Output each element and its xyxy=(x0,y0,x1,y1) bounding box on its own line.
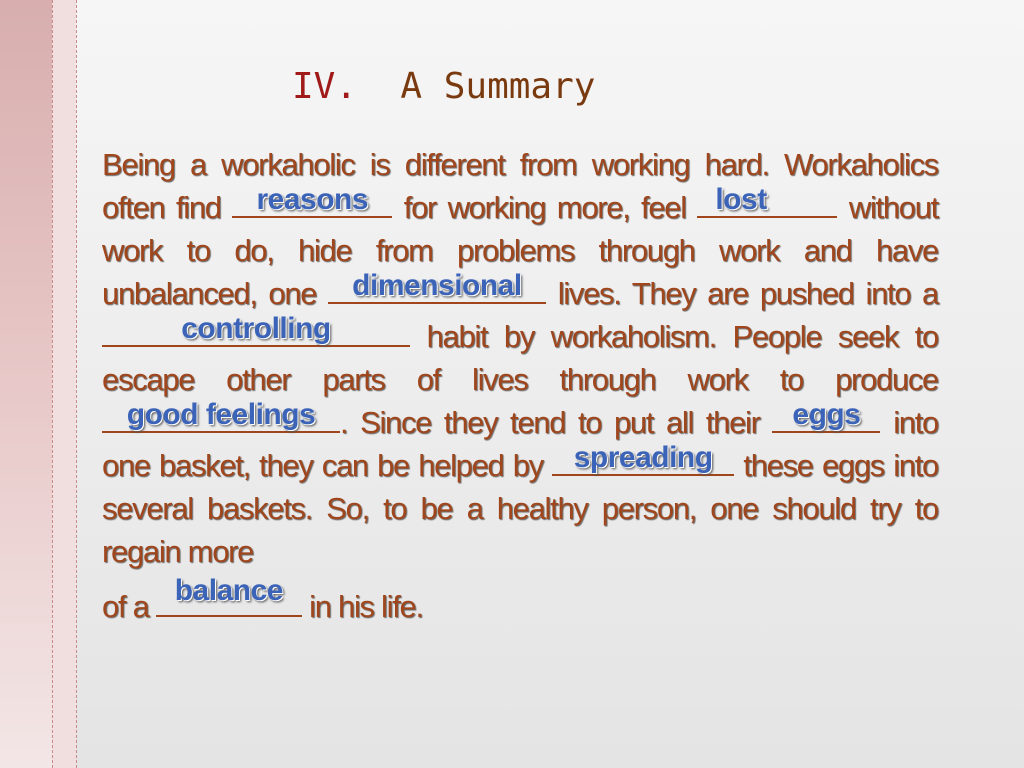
summary-text: in his life. xyxy=(309,589,423,624)
summary-paragraph xyxy=(102,143,938,573)
blank-spreading xyxy=(552,441,734,476)
margin-dashed-line xyxy=(76,0,77,768)
blank-dimensional xyxy=(328,269,546,304)
answer-dimensional: dimensional xyxy=(352,269,522,302)
summary-text: these eggs into several baskets. So, to be a healthy person, one should try to regain more xyxy=(102,448,939,569)
summary-text: . Since they tend to put all their xyxy=(340,405,760,440)
answer-controlling: controlling xyxy=(181,312,331,345)
answer-eggs: eggs xyxy=(792,398,861,431)
blank-good-feelings xyxy=(102,398,340,433)
summary-text: Being a workaholic is different from working hard. Workaholics often find xyxy=(102,147,938,225)
blank-balance xyxy=(156,574,302,617)
summary-text: habit by workaholism. People seek to escape other parts of lives through work to produce xyxy=(102,319,938,397)
summary-text: into one basket, they can be helped by xyxy=(102,405,938,483)
blank-lost xyxy=(697,183,837,218)
summary-text: for working more, feel xyxy=(403,190,686,225)
margin-dashed-line xyxy=(52,0,53,768)
blank-controlling xyxy=(102,312,410,347)
answer-good-feelings: good feelings xyxy=(126,398,316,431)
answer-balance: balance xyxy=(174,574,283,607)
summary-text: lives. They are pushed into a xyxy=(557,276,938,311)
summary-last-line xyxy=(102,574,423,628)
left-decorative-band xyxy=(0,0,52,768)
answer-spreading: spreading xyxy=(573,441,713,474)
blank-eggs xyxy=(772,398,880,433)
left-margin-strip xyxy=(52,0,76,768)
section-number: IV. xyxy=(292,66,358,107)
summary-text: of a xyxy=(102,589,149,624)
slide-title xyxy=(292,66,595,107)
title-text: A Summary xyxy=(400,66,596,107)
summary-text: without work to do, hide from problems through work and have unbalanced, one xyxy=(102,190,938,311)
blank-reasons xyxy=(232,183,392,218)
answer-lost: lost xyxy=(715,183,767,216)
answer-reasons: reasons xyxy=(256,183,369,216)
